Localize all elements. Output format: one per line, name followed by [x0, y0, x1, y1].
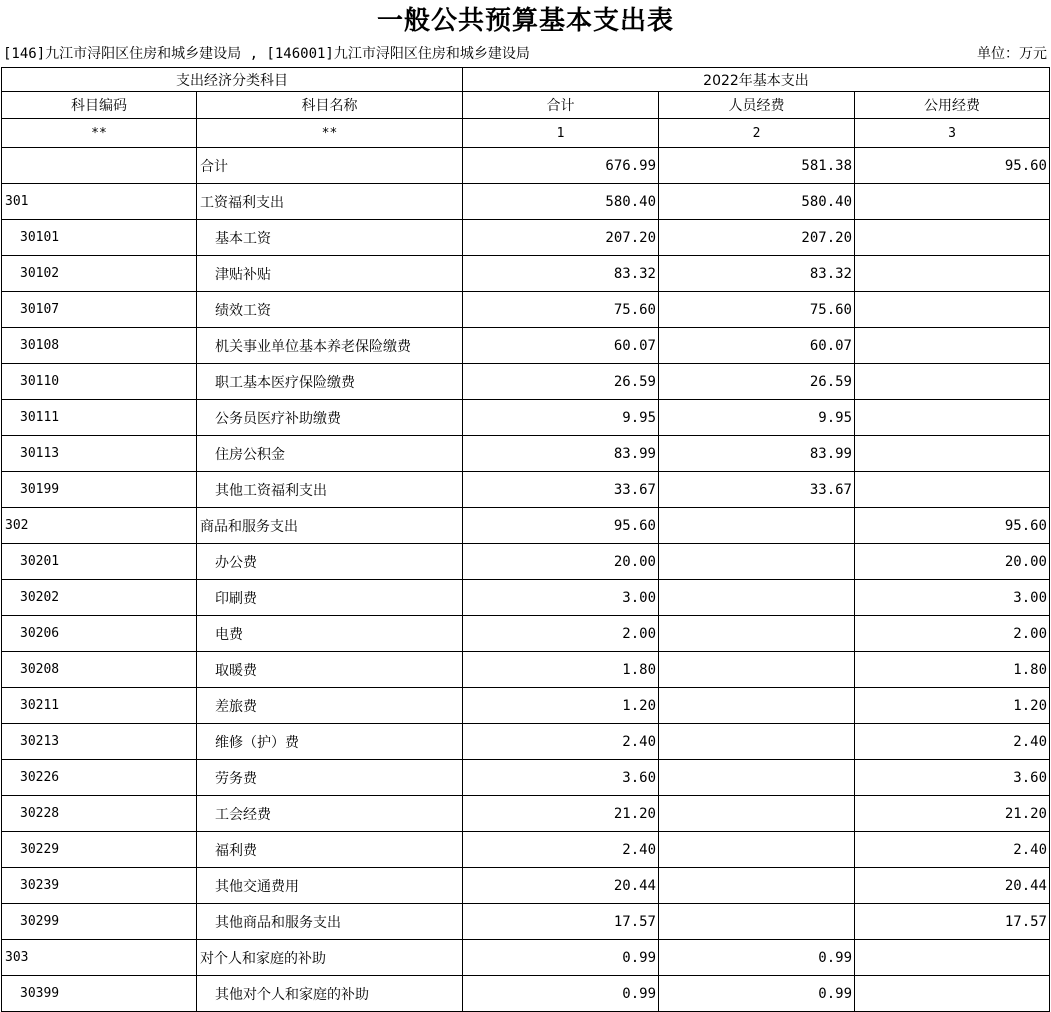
unit-label: 单位：万元 [977, 46, 1047, 62]
row-name: 劳务费 [197, 760, 463, 796]
row-public: 3.00 [855, 580, 1050, 616]
header-column-row [2, 92, 1050, 119]
header-public: 公用经费 [855, 92, 1050, 119]
row-code: 301 [2, 184, 197, 220]
row-total: 20.00 [463, 544, 659, 580]
table-row [2, 976, 1050, 1012]
row-public: 17.57 [855, 904, 1050, 940]
row-personnel: 9.95 [659, 400, 855, 436]
row-code: 30211 [2, 688, 197, 724]
row-personnel [659, 688, 855, 724]
row-public: 2.40 [855, 832, 1050, 868]
table-row [2, 436, 1050, 472]
table-row [2, 616, 1050, 652]
row-total: 1.20 [463, 688, 659, 724]
row-name: 其他对个人和家庭的补助 [197, 976, 463, 1012]
row-name: 绩效工资 [197, 292, 463, 328]
row-total: 75.60 [463, 292, 659, 328]
index-personnel: 2 [659, 119, 855, 148]
row-total: 9.95 [463, 400, 659, 436]
row-total: 2.40 [463, 832, 659, 868]
row-code: 30226 [2, 760, 197, 796]
index-name: ** [197, 119, 463, 148]
row-code: 30101 [2, 220, 197, 256]
row-personnel [659, 724, 855, 760]
row-personnel: 75.60 [659, 292, 855, 328]
row-name: 维修（护）费 [197, 724, 463, 760]
row-name: 商品和服务支出 [197, 508, 463, 544]
row-public: 2.40 [855, 724, 1050, 760]
table-row [2, 472, 1050, 508]
row-public: 20.00 [855, 544, 1050, 580]
row-total: 95.60 [463, 508, 659, 544]
row-personnel [659, 544, 855, 580]
row-code: 30110 [2, 364, 197, 400]
index-total: 1 [463, 119, 659, 148]
row-code: 30108 [2, 328, 197, 364]
row-public [855, 256, 1050, 292]
row-public [855, 184, 1050, 220]
row-personnel [659, 796, 855, 832]
row-code: 30202 [2, 580, 197, 616]
row-code: 30199 [2, 472, 197, 508]
header-group-economic: 支出经济分类科目 [2, 68, 463, 92]
row-name: 工资福利支出 [197, 184, 463, 220]
row-personnel: 83.99 [659, 436, 855, 472]
header-group-row [2, 68, 1050, 92]
row-public: 1.80 [855, 652, 1050, 688]
table-row [2, 724, 1050, 760]
row-public [855, 940, 1050, 976]
row-personnel: 581.38 [659, 148, 855, 184]
row-public: 95.60 [855, 148, 1050, 184]
row-name: 住房公积金 [197, 436, 463, 472]
table-body [2, 148, 1050, 1012]
row-code: 30206 [2, 616, 197, 652]
header-name: 科目名称 [197, 92, 463, 119]
row-code: 303 [2, 940, 197, 976]
index-public: 3 [855, 119, 1050, 148]
row-total: 580.40 [463, 184, 659, 220]
row-code: 30102 [2, 256, 197, 292]
row-name: 对个人和家庭的补助 [197, 940, 463, 976]
row-personnel: 580.40 [659, 184, 855, 220]
row-total: 83.32 [463, 256, 659, 292]
budget-table [1, 67, 1050, 1012]
row-code: 30228 [2, 796, 197, 832]
row-code: 30107 [2, 292, 197, 328]
row-code: 30111 [2, 400, 197, 436]
row-personnel [659, 868, 855, 904]
row-total: 676.99 [463, 148, 659, 184]
row-public [855, 292, 1050, 328]
row-public [855, 472, 1050, 508]
row-total: 17.57 [463, 904, 659, 940]
row-name: 其他工资福利支出 [197, 472, 463, 508]
table-row [2, 364, 1050, 400]
table-row [2, 220, 1050, 256]
row-total: 1.80 [463, 652, 659, 688]
row-name: 电费 [197, 616, 463, 652]
table-row [2, 832, 1050, 868]
row-total: 83.99 [463, 436, 659, 472]
row-name: 其他交通费用 [197, 868, 463, 904]
row-personnel: 26.59 [659, 364, 855, 400]
row-code: 30239 [2, 868, 197, 904]
table-row [2, 400, 1050, 436]
table-row [2, 184, 1050, 220]
table-row [2, 580, 1050, 616]
table-row [2, 688, 1050, 724]
row-name: 其他商品和服务支出 [197, 904, 463, 940]
row-name: 机关事业单位基本养老保险缴费 [197, 328, 463, 364]
unit-path: [146]九江市浔阳区住房和城乡建设局 , [146001]九江市浔阳区住房和城乡建设局 [3, 46, 530, 62]
row-total: 0.99 [463, 940, 659, 976]
row-total: 21.20 [463, 796, 659, 832]
row-public [855, 400, 1050, 436]
table-row [2, 544, 1050, 580]
row-personnel: 83.32 [659, 256, 855, 292]
row-public [855, 328, 1050, 364]
row-name: 工会经费 [197, 796, 463, 832]
row-total: 207.20 [463, 220, 659, 256]
table-row [2, 652, 1050, 688]
header-total: 合计 [463, 92, 659, 119]
row-code: 30208 [2, 652, 197, 688]
row-public [855, 976, 1050, 1012]
row-personnel [659, 652, 855, 688]
header-personnel: 人员经费 [659, 92, 855, 119]
row-code: 30113 [2, 436, 197, 472]
row-personnel: 0.99 [659, 976, 855, 1012]
row-public: 3.60 [855, 760, 1050, 796]
header-group-basic-expenditure: 2022年基本支出 [463, 68, 1050, 92]
row-name: 取暖费 [197, 652, 463, 688]
row-public: 21.20 [855, 796, 1050, 832]
page-title: 一般公共预算基本支出表 [376, 6, 674, 36]
row-public: 95.60 [855, 508, 1050, 544]
header-code: 科目编码 [2, 92, 197, 119]
row-personnel [659, 508, 855, 544]
row-total: 0.99 [463, 976, 659, 1012]
header-index-row [2, 119, 1050, 148]
index-code: ** [2, 119, 197, 148]
row-personnel [659, 760, 855, 796]
row-total: 20.44 [463, 868, 659, 904]
row-personnel: 60.07 [659, 328, 855, 364]
table-row [2, 328, 1050, 364]
row-personnel: 0.99 [659, 940, 855, 976]
row-code: 30299 [2, 904, 197, 940]
row-code: 302 [2, 508, 197, 544]
row-name: 福利费 [197, 832, 463, 868]
row-personnel [659, 616, 855, 652]
row-total: 3.00 [463, 580, 659, 616]
row-public: 20.44 [855, 868, 1050, 904]
row-code: 30399 [2, 976, 197, 1012]
row-name: 印刷费 [197, 580, 463, 616]
table-row [2, 904, 1050, 940]
row-total: 60.07 [463, 328, 659, 364]
row-personnel [659, 904, 855, 940]
row-name: 差旅费 [197, 688, 463, 724]
row-name: 合计 [197, 148, 463, 184]
row-public: 2.00 [855, 616, 1050, 652]
row-total: 26.59 [463, 364, 659, 400]
row-personnel: 33.67 [659, 472, 855, 508]
row-personnel: 207.20 [659, 220, 855, 256]
row-public [855, 220, 1050, 256]
row-name: 公务员医疗补助缴费 [197, 400, 463, 436]
table-row [2, 256, 1050, 292]
row-name: 办公费 [197, 544, 463, 580]
table-row [2, 868, 1050, 904]
table-row [2, 760, 1050, 796]
row-code: 30229 [2, 832, 197, 868]
row-public [855, 436, 1050, 472]
row-code: 30201 [2, 544, 197, 580]
row-public [855, 364, 1050, 400]
row-public: 1.20 [855, 688, 1050, 724]
row-total: 2.00 [463, 616, 659, 652]
row-name: 职工基本医疗保险缴费 [197, 364, 463, 400]
row-personnel [659, 580, 855, 616]
table-row [2, 508, 1050, 544]
table-row [2, 796, 1050, 832]
row-total: 2.40 [463, 724, 659, 760]
row-personnel [659, 832, 855, 868]
row-name: 基本工资 [197, 220, 463, 256]
row-total: 33.67 [463, 472, 659, 508]
row-name: 津贴补贴 [197, 256, 463, 292]
table-row [2, 292, 1050, 328]
row-code: 30213 [2, 724, 197, 760]
row-code [2, 148, 197, 184]
row-total: 3.60 [463, 760, 659, 796]
table-row [2, 940, 1050, 976]
table-row [2, 148, 1050, 184]
